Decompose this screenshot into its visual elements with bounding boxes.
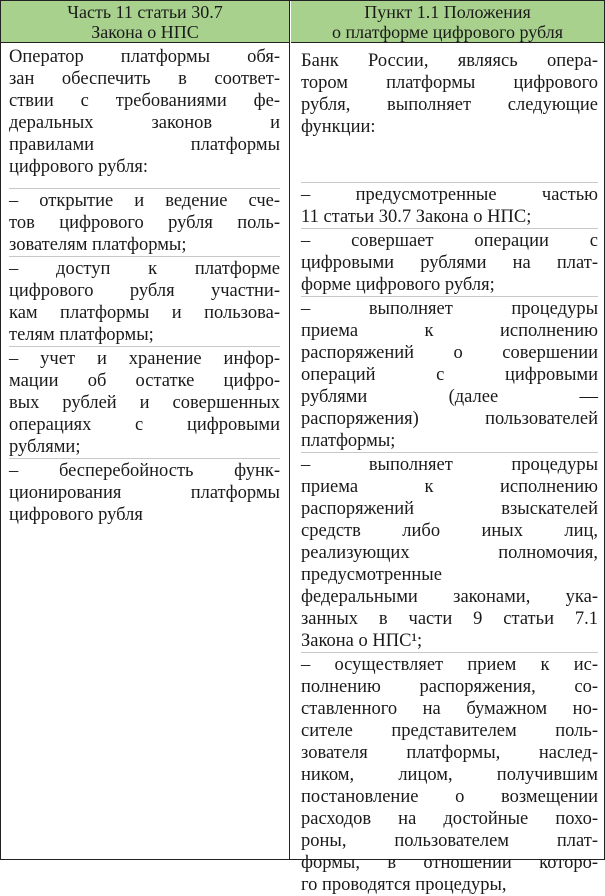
text-line: цифрового рубля	[9, 505, 143, 525]
text-line: роны, пользователем плат-	[301, 831, 598, 851]
list-item	[9, 256, 280, 346]
text-line: распоряжений взыскателей	[301, 499, 598, 519]
text-line: цифровыми рублями на плат-	[301, 253, 598, 273]
text-line: платформы;	[301, 431, 396, 451]
text-line: полнению распоряжения, со-	[301, 677, 598, 697]
list-item	[9, 188, 280, 256]
text-line: сителе представителем поль-	[301, 721, 598, 741]
cell-law-text	[1, 43, 290, 859]
column-header-regulation	[291, 1, 604, 43]
text-line: телям платформы;	[9, 325, 154, 345]
list-item	[301, 652, 598, 896]
text-line: операциях с цифровыми	[9, 415, 280, 435]
intro-paragraph	[9, 45, 280, 178]
text-line: реализующих полномочия,	[301, 543, 598, 563]
list-item	[301, 296, 598, 452]
text-line: тов цифрового рубля поль-	[9, 213, 280, 233]
text-line: ником, лицом, получившим	[301, 765, 598, 785]
text-line: предусмотренные	[301, 565, 442, 585]
text-line: мации об остатке цифро-	[9, 371, 280, 391]
text-line: тором платформы цифрового	[301, 73, 598, 93]
text-line: го проводятся процедуры,	[301, 875, 507, 895]
text-line: зователям платформы;	[9, 235, 187, 255]
text-line: форме цифрового рубля;	[301, 275, 495, 295]
text-line: приема к исполнению	[301, 477, 598, 497]
text-line: – открытие и ведение сче-	[9, 191, 280, 211]
text-line: формы, в отношении которо-	[301, 853, 598, 873]
text-line: федеральными законами, ука-	[301, 587, 598, 607]
text-line: операций с цифровыми	[301, 365, 598, 385]
text-line: средств либо иных лиц,	[301, 521, 598, 541]
text-line: распоряжения) пользователей	[301, 409, 598, 429]
list-item	[9, 346, 280, 458]
text-line: – выполняет процедуры	[301, 455, 598, 475]
text-line: – выполняет процедуры	[301, 299, 598, 319]
text-line: вых рублей и совершенных	[9, 393, 280, 413]
text-line: – доступ к платформе	[9, 259, 280, 279]
header-line: о платформе цифрового рубля	[331, 22, 563, 42]
column-header-law	[1, 1, 290, 43]
text-line: Оператор платформы обя-	[9, 47, 280, 67]
text-line: функции:	[301, 117, 376, 137]
text-line: – осуществляет прием к ис-	[301, 655, 598, 675]
text-line: ствии с требованиями фе-	[9, 91, 280, 111]
text-line: рублями;	[9, 437, 81, 457]
text-line: рубля, выполняет следующие	[301, 95, 598, 115]
text-line: цифрового рубля:	[9, 157, 148, 177]
cell-regulation-text	[291, 43, 604, 895]
text-line: кам платформы и пользова-	[9, 303, 280, 323]
text-line: правилами платформы	[9, 135, 280, 155]
list-item	[301, 452, 598, 652]
list-item	[301, 228, 598, 296]
list-item	[301, 182, 598, 228]
text-line: – совершает операции с	[301, 231, 598, 251]
text-line: деральных законов и	[9, 113, 280, 133]
text-line: зователя платформы, наслед-	[301, 743, 598, 763]
header-line: Часть 11 статьи 30.7	[67, 2, 223, 22]
text-line: Банк России, являясь опера-	[301, 51, 598, 71]
text-line: постановление о возмещении	[301, 787, 598, 807]
header-line: Пункт 1.1 Положения	[364, 2, 531, 22]
header-line: Закона о НПС	[91, 22, 199, 42]
text-line: ставленного на бумажном но-	[301, 699, 598, 719]
text-line: ционирования платформы	[9, 483, 280, 503]
text-line: расходов на достойные похо-	[301, 809, 598, 829]
list-item	[9, 458, 280, 526]
text-line: Закона о НПС¹;	[301, 631, 423, 651]
intro-paragraph	[301, 49, 598, 138]
text-line: – учет и хранение инфор-	[9, 349, 280, 369]
text-line: распоряжений о совершении	[301, 343, 598, 363]
text-line: цифрового рубля участни-	[9, 281, 280, 301]
text-line: занных в части 9 статьи 7.1	[301, 609, 598, 629]
text-line: – предусмотренные частью	[301, 185, 598, 205]
text-line: – бесперебойность функ-	[9, 461, 280, 481]
text-line: зан обеспечить в соответ-	[9, 69, 280, 89]
text-line: рублями (далее —	[301, 387, 598, 407]
text-line: 11 статьи 30.7 Закона о НПС;	[301, 207, 532, 227]
text-line: приема к исполнению	[301, 321, 598, 341]
